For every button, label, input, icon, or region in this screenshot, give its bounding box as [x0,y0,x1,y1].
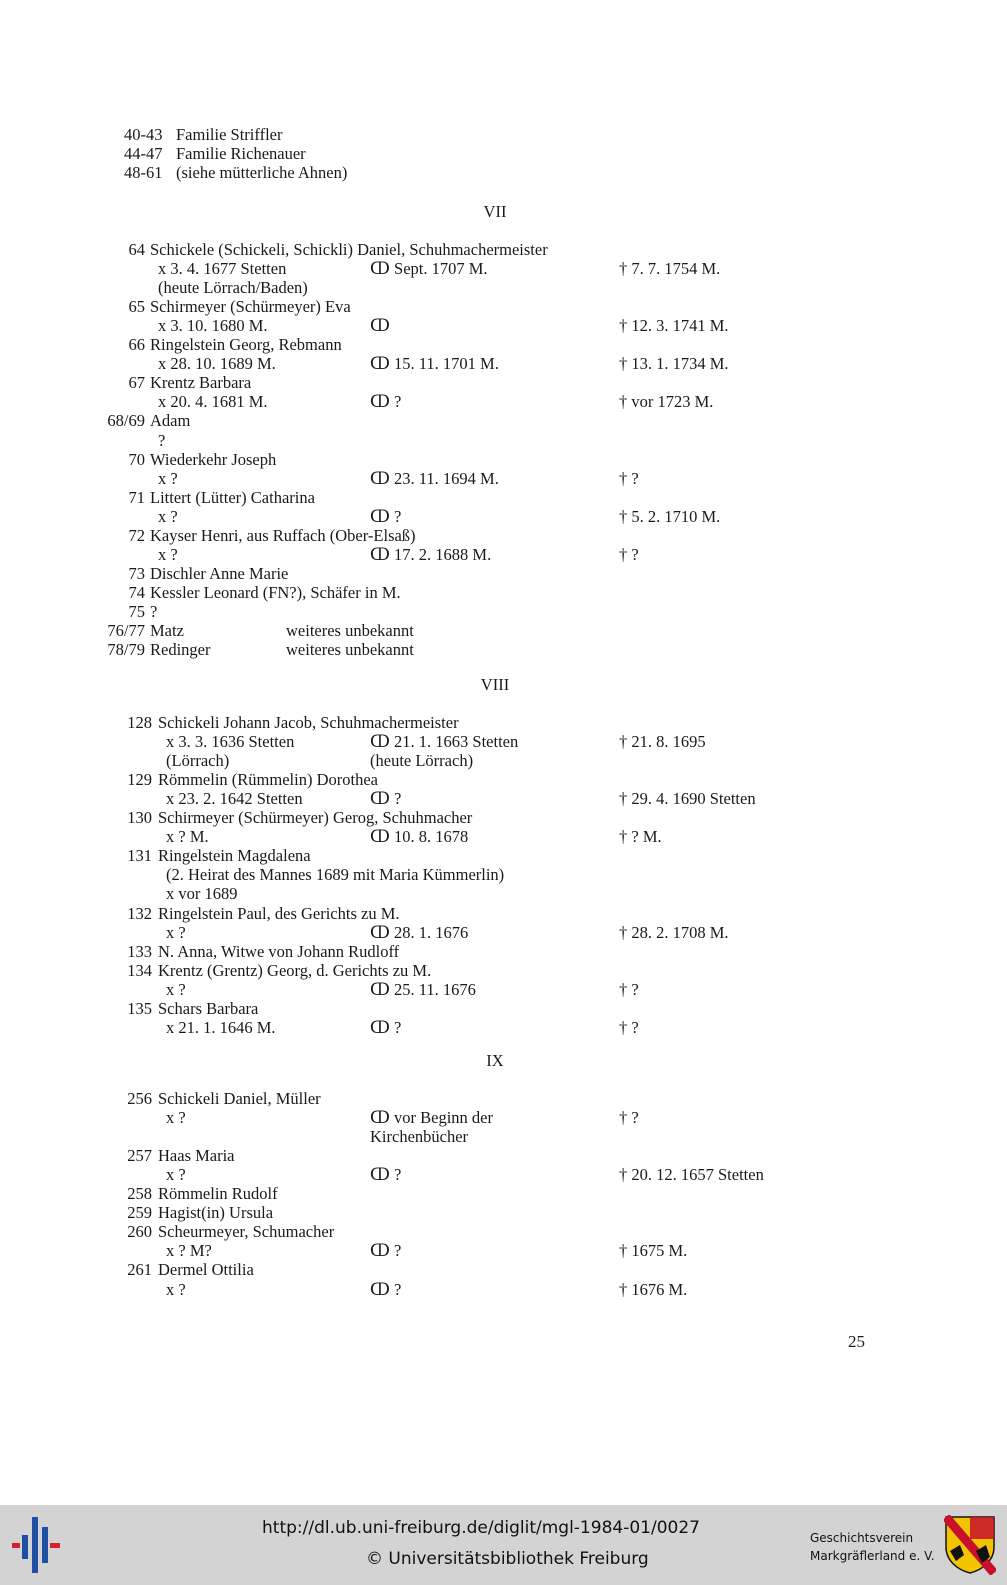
entry-line [0,713,1007,732]
entry-text: Littert (Lütter) Catharina [150,487,315,507]
entry-text: Kayser Henri, aus Ruffach (Ober-Elsaß) [150,525,416,545]
entry-line [0,316,1007,335]
entry-line [0,335,1007,354]
section-heading-ix: IX [486,1051,504,1070]
entry-note: weiteres unbekannt [286,640,414,660]
death-info: † 1675 M. [619,1241,688,1261]
entry-line [0,904,1007,923]
entry-number: 134 [127,960,152,980]
entry-line [0,621,1007,640]
entry-text: Hagist(in) Ursula [158,1203,274,1223]
entry-number: 135 [127,998,152,1018]
entry-text: Adam [150,411,191,431]
copyright-text: © Universitätsbibliothek Freiburg [366,1549,649,1569]
entry-line [0,373,1007,392]
entry-text: x ? [158,468,178,488]
marriage-info: ↀ 25. 11. 1676 [370,979,476,999]
marriage-info: ↀ ? [370,789,402,809]
ub-freiburg-logo [12,1513,64,1577]
entry-number: 131 [127,846,152,866]
entry-line [0,240,1007,259]
entry-text: Dermel Ottilia [158,1260,254,1280]
entry-line [0,846,1007,865]
entry-line [0,1184,1007,1203]
entry-line [0,808,1007,827]
intro-line [0,125,1007,144]
entry-number: 75 [128,601,145,621]
marriage-info: ↀ Sept. 1707 M. [370,259,488,279]
marriage-info: Kirchenbücher [370,1127,469,1147]
entry-text: (heute Lörrach/Baden) [158,278,308,298]
entry-number: 259 [127,1203,152,1223]
coat-of-arms-icon [944,1515,996,1575]
marriage-info: ↀ ? [370,1165,402,1185]
entry-text: x 3. 3. 1636 Stetten [166,732,295,752]
source-url-link[interactable]: http://dl.ub.uni-freiburg.de/diglit/mgl-1984-01/0027 [262,1518,700,1538]
entry-text: x ? [166,922,186,942]
death-info: † 12. 3. 1741 M. [619,316,729,336]
entry-text: Ringelstein Georg, Rebmann [150,335,342,355]
entry-number: 256 [127,1089,152,1108]
entry-number: 128 [127,713,152,732]
entry-text: x ? [158,506,178,526]
entry-number: 129 [127,770,152,790]
entry-line [0,999,1007,1018]
death-info: † ? [619,979,639,999]
entry-text: (2. Heirat des Mannes 1689 mit Maria Kümmerlin) [166,865,505,885]
entry-line [0,1018,1007,1037]
entry-text: Wiederkehr Joseph [150,449,277,469]
entry-number: 130 [127,808,152,828]
entry-number: 78/79 [107,640,145,660]
entry-text: x 21. 1. 1646 M. [166,1017,276,1037]
entry-line [0,1203,1007,1222]
entry-number: 64 [128,240,145,259]
entry-line [0,545,1007,564]
entry-text: Scheurmeyer, Schumacher [158,1222,335,1242]
entry-line [0,980,1007,999]
death-info: † ? M. [619,827,662,847]
entry-line [0,1241,1007,1260]
entry-line [0,278,1007,297]
entry-text: ? [150,601,158,621]
entry-text: x ? [166,1108,186,1128]
entry-text: Krentz Barbara [150,373,252,393]
entry-text: Matz [150,621,184,640]
marriage-info: ↀ [370,316,390,336]
entry-line [0,1280,1007,1299]
entry-line [0,1089,1007,1108]
death-info: † 7. 7. 1754 M. [619,259,721,279]
entry-line [0,865,1007,884]
marriage-info: ↀ 15. 11. 1701 M. [370,354,499,374]
entry-number: 74 [128,582,145,602]
entry-text: Schickeli Johann Jacob, Schuhmachermeister [158,713,459,732]
marriage-info: ↀ vor Beginn der [370,1108,494,1128]
entry-number: 72 [128,525,145,545]
entry-line [0,469,1007,488]
entry-line [0,1222,1007,1241]
entry-line [0,297,1007,316]
intro-text: Familie Striffler [176,125,283,144]
death-info: † 21. 8. 1695 [619,732,706,752]
entry-text: Schirmeyer (Schürmeyer) Eva [150,297,351,317]
entry-text: Haas Maria [158,1146,235,1166]
marriage-info: ↀ 23. 11. 1694 M. [370,468,499,488]
entry-line [0,583,1007,602]
death-info: † 29. 4. 1690 Stetten [619,789,756,809]
entry-line [0,942,1007,961]
entry-line [0,1146,1007,1165]
entry-text: x ? M. [166,827,209,847]
intro-text: Familie Richenauer [176,144,306,164]
entry-text: Römmelin (Rümmelin) Dorothea [158,770,378,790]
marriage-info: ↀ 10. 8. 1678 [370,827,469,847]
death-info: † 20. 12. 1657 Stetten [619,1165,764,1185]
entry-line [0,564,1007,583]
death-info: † ? [619,1017,639,1037]
intro-number: 40-43 [124,125,163,144]
death-info: † 28. 2. 1708 M. [619,922,729,942]
entry-number: 68/69 [107,411,145,431]
entry-text: Redinger [150,640,211,660]
death-info: † 13. 1. 1734 M. [619,354,729,374]
marriage-info: ↀ 17. 2. 1688 M. [370,544,492,564]
marriage-info: ↀ ? [370,506,402,526]
entry-text: x 23. 2. 1642 Stetten [166,789,303,809]
marriage-info: (heute Lörrach) [370,751,474,771]
marriage-info: ↀ ? [370,1279,402,1299]
entry-text: x ? [166,1165,186,1185]
entry-line [0,1260,1007,1279]
entry-text: Schars Barbara [158,998,259,1018]
entry-number: 71 [128,487,145,507]
entry-text: x 3. 10. 1680 M. [158,316,268,336]
entry-line [0,770,1007,789]
entry-number: 133 [127,941,152,961]
page-number: 25 [848,1332,865,1351]
entry-line [0,789,1007,808]
entry-line [0,259,1007,278]
entry-line [0,526,1007,545]
entry-number: 73 [128,563,145,583]
entry-text: Schickele (Schickeli, Schickli) Daniel, Schuhmachermeister [150,240,548,259]
entry-text: Römmelin Rudolf [158,1184,278,1204]
intro-number: 44-47 [124,144,163,164]
intro-line [0,144,1007,163]
entry-text: x ? [166,979,186,999]
entry-text: x vor 1689 [166,884,238,904]
entry-text: x ? M? [166,1241,212,1261]
entry-number: 132 [127,903,152,923]
marriage-info: ↀ ? [370,1241,402,1261]
entry-line [0,507,1007,526]
entry-number: 67 [128,373,145,393]
entry-text: ? [158,430,166,450]
entry-line [0,450,1007,469]
intro-line [0,163,1007,182]
entry-text: Kessler Leonard (FN?), Schäfer in M. [150,582,401,602]
entry-number: 257 [127,1146,152,1166]
entry-text: Ringelstein Paul, des Gerichts zu M. [158,903,400,923]
entry-line [0,751,1007,770]
death-info: † ? [619,1108,639,1128]
entry-line [0,488,1007,507]
section-heading-vii: VII [483,202,507,221]
entry-line [0,392,1007,411]
entry-text: x ? [166,1279,186,1299]
entry-line [0,1165,1007,1184]
section-heading-viii: VIII [480,675,510,694]
entry-line [0,431,1007,450]
society-name-line1: Geschichtsverein [810,1531,914,1545]
marriage-info: ↀ ? [370,392,402,412]
entry-text: Krentz (Grentz) Georg, d. Gerichts zu M. [158,960,432,980]
entry-text: x 20. 4. 1681 M. [158,392,268,412]
entry-line [0,884,1007,903]
death-info: † vor 1723 M. [619,392,714,412]
entry-text: Schickeli Daniel, Müller [158,1089,321,1108]
entry-text: Dischler Anne Marie [150,563,289,583]
entry-text: Schirmeyer (Schürmeyer) Gerog, Schuhmacher [158,808,473,828]
entry-text: Ringelstein Magdalena [158,846,311,866]
entry-number: 65 [128,297,145,317]
entry-text: x 3. 4. 1677 Stetten [158,259,287,279]
entry-text: x ? [158,544,178,564]
intro-number: 48-61 [124,163,163,183]
entry-line [0,961,1007,980]
entry-number: 258 [127,1184,152,1204]
entry-note: weiteres unbekannt [286,621,414,640]
entry-line [0,827,1007,846]
entry-line [0,354,1007,373]
society-name-line2: Markgräflerland e. V. [810,1549,935,1563]
entry-text: N. Anna, Witwe von Johann Rudloff [158,941,400,961]
entry-line [0,602,1007,621]
death-info: † ? [619,468,639,488]
entry-number: 70 [128,449,145,469]
entry-line [0,923,1007,942]
entry-number: 260 [127,1222,152,1242]
entry-line [0,640,1007,659]
entry-line [0,1127,1007,1146]
death-info: † 5. 2. 1710 M. [619,506,721,526]
entry-number: 76/77 [107,621,145,640]
entry-number: 66 [128,335,145,355]
death-info: † 1676 M. [619,1279,688,1299]
marriage-info: ↀ 28. 1. 1676 [370,922,469,942]
marriage-info: ↀ 21. 1. 1663 Stetten [370,732,519,752]
footer-bar [0,1505,1007,1585]
entry-line [0,1108,1007,1127]
entry-text: (Lörrach) [166,751,230,771]
entry-text: x 28. 10. 1689 M. [158,354,276,374]
entry-number: 261 [127,1260,152,1280]
entry-line [0,411,1007,430]
intro-text: (siehe mütterliche Ahnen) [176,163,348,183]
death-info: † ? [619,544,639,564]
entry-line [0,732,1007,751]
marriage-info: ↀ ? [370,1017,402,1037]
